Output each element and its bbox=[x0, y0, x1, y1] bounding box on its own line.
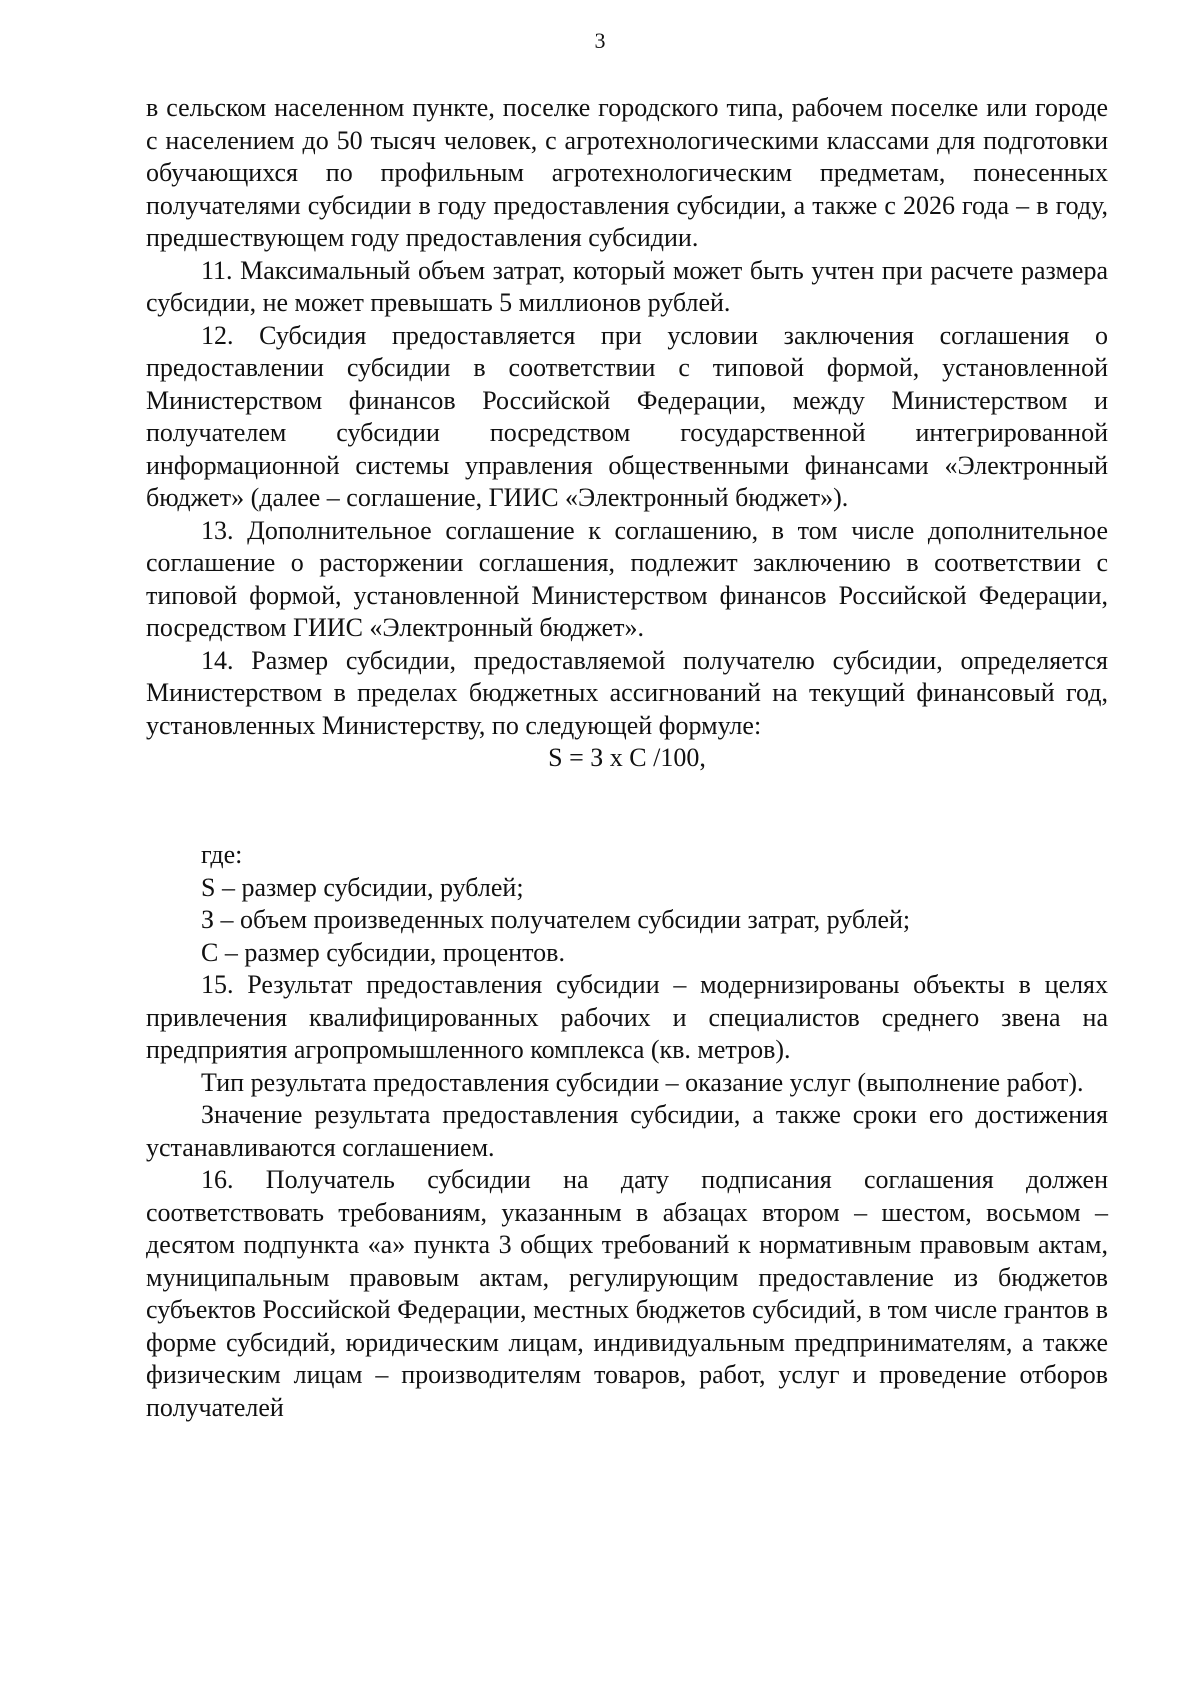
definition-z: З – объем произведенных получателем субсидии затрат, рублей; bbox=[201, 905, 911, 934]
definition-c: C – размер субсидии, процентов. bbox=[201, 937, 565, 967]
paragraph-continuation: в сельском населенном пункте, поселке городского типа, рабочем поселке или городе с населением до 50 тысяч человек, с агротехнологическими классами для подготовки обучающихся по профильным агротехнологическим предметам, понесенных получателями субсидии в году предоставления субсидии, а также с 2026 года – в году, предшествующем году предоставления субсидии. bbox=[146, 93, 1108, 252]
paragraph-11: 11. Максимальный объем затрат, который может быть учтен при расчете размера субсидии, не может превышать 5 миллионов рублей. bbox=[146, 255, 1108, 317]
paragraph-15: 15. Результат предоставления субсидии – модернизированы объекты в целях привлечения квалифицированных рабочих и специалистов среднего звена на предприятия агропромышленного комплекса (кв. метров). bbox=[146, 970, 1108, 1064]
paragraph-result-type: Тип результата предоставления субсидии – оказание услуг (выполнение работ). bbox=[201, 1067, 1084, 1097]
document-body bbox=[146, 92, 1108, 1424]
paragraph-12: 12. Субсидия предоставляется при условии заключения соглашения о предоставлении субсидии в соответствии с типовой формой, установленной Министерством финансов Российской Федерации, между Министерством и получателем субсидии посредством государственной интегрированной информационной системы управления общественными финансами «Электронный бюджет» (далее – соглашение, ГИИС «Электронный бюджет»). bbox=[146, 320, 1108, 512]
definitions-intro: где: bbox=[201, 840, 243, 869]
paragraph-13: 13. Дополнительное соглашение к соглашению, в том числе дополнительное соглашение о расторжении соглашения, подлежит заключению в соответствии с типовой формой, установленной Министерством финансов Российской Федерации, посредством ГИИС «Электронный бюджет». bbox=[146, 515, 1108, 642]
paragraph-16: 16. Получатель субсидии на дату подписания соглашения должен соответствовать требованиям, указанным в абзацах втором – шестом, восьмом – десятом подпункта «а» пункта 3 общих требований к нормативным правовым актам, муниципальным правовым актам, регулирующим предоставление из бюджетов субъектов Российской Федерации, местных бюджетов субсидий, в том числе грантов в форме субсидий, юридическим лицам, индивидуальным предпринимателям, а также физическим лицам – производителям товаров, работ, услуг и проведение отборов получателей bbox=[146, 1165, 1108, 1422]
paragraph-14: 14. Размер субсидии, предоставляемой получателю субсидии, определяется Министерством в пределах бюджетных ассигнований на текущий финансовый год, установленных Министерству, по следующей формуле: bbox=[146, 645, 1108, 740]
paragraph-result-value: Значение результата предоставления субсидии, а также сроки его достижения устанавливаются соглашением. bbox=[146, 1100, 1108, 1162]
definition-s: S – размер субсидии, рублей; bbox=[201, 872, 524, 902]
page-number: 3 bbox=[594, 28, 606, 53]
subsidy-formula: S = З х C /100, bbox=[548, 743, 706, 772]
